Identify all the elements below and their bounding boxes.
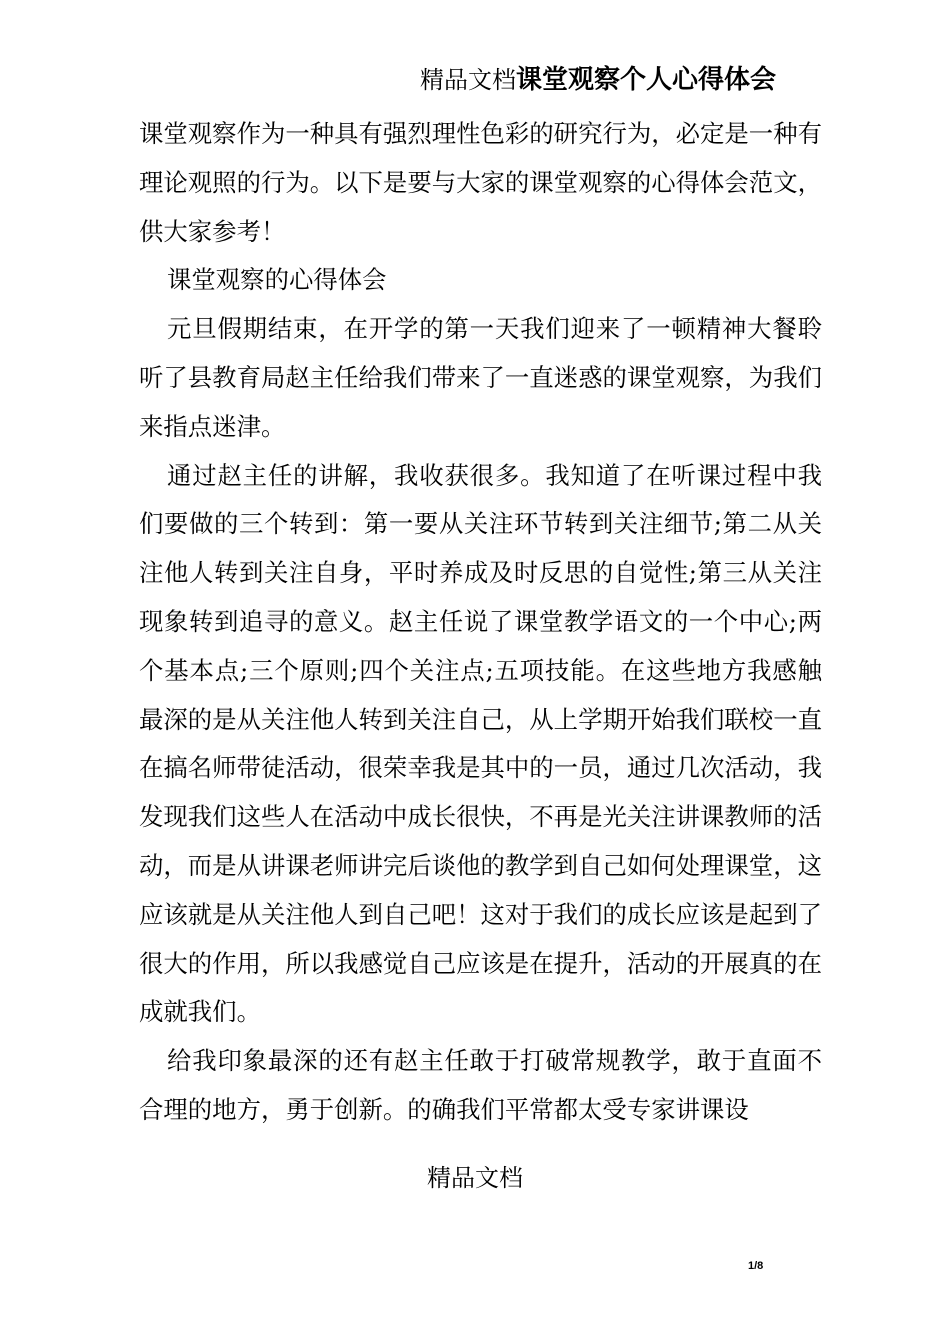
header-brand: 精品文档 xyxy=(420,66,516,94)
body-paragraph: 通过赵主任的讲解，我收获很多。我知道了在听课过程中我们要做的三个转到：第一要从关注环节转到关注细节;第二从关注他人转到关注自身，平时养成及时反思的自觉性;第三从关注现象转到追寻的意义。赵主任说了课堂教学语文的一个中心;两个基本点;三个原则;四个关注点;五项技能。在这些地方我感触最深的是从关注他人转到关注自己，从上学期开始我们联校一直在搞名师带徒活动，很荣幸我是其中的一员，通过几次活动，我发现我们这些人在活动中成长很快，不再是光关注讲课教师的活动，而是从讲课老师讲完后谈他的教学到自己如何处理课堂，这应该就是从关注他人到自己吧！这对于我们的成长应该是起到了很大的作用，所以我感觉自己应该是在提升，活动的开展真的在成就我们。 xyxy=(139,460,822,1027)
section-heading: 课堂观察的心得体会 xyxy=(167,265,387,295)
page-number: 1/8 xyxy=(748,1260,764,1272)
footer-label: 精品文档 xyxy=(427,1164,523,1192)
body-paragraph: 给我印象最深的还有赵主任敢于打破常规教学，敢于直面不合理的地方，勇于创新。的确我们平常都太受专家讲课设 xyxy=(139,1046,822,1124)
document-body xyxy=(139,110,822,1135)
body-paragraph: 元旦假期结束，在开学的第一天我们迎来了一顿精神大餐聆听了县教育局赵主任给我们带来了一直迷惑的课堂观察，为我们来指点迷津。 xyxy=(139,314,822,441)
document-title: 课堂观察个人心得体会 xyxy=(516,65,777,95)
page-header xyxy=(420,62,920,98)
intro-paragraph: 课堂观察作为一种具有强烈理性色彩的研究行为，必定是一种有理论观照的行为。以下是要与大家的课堂观察的心得体会范文，供大家参考！ xyxy=(139,119,822,246)
